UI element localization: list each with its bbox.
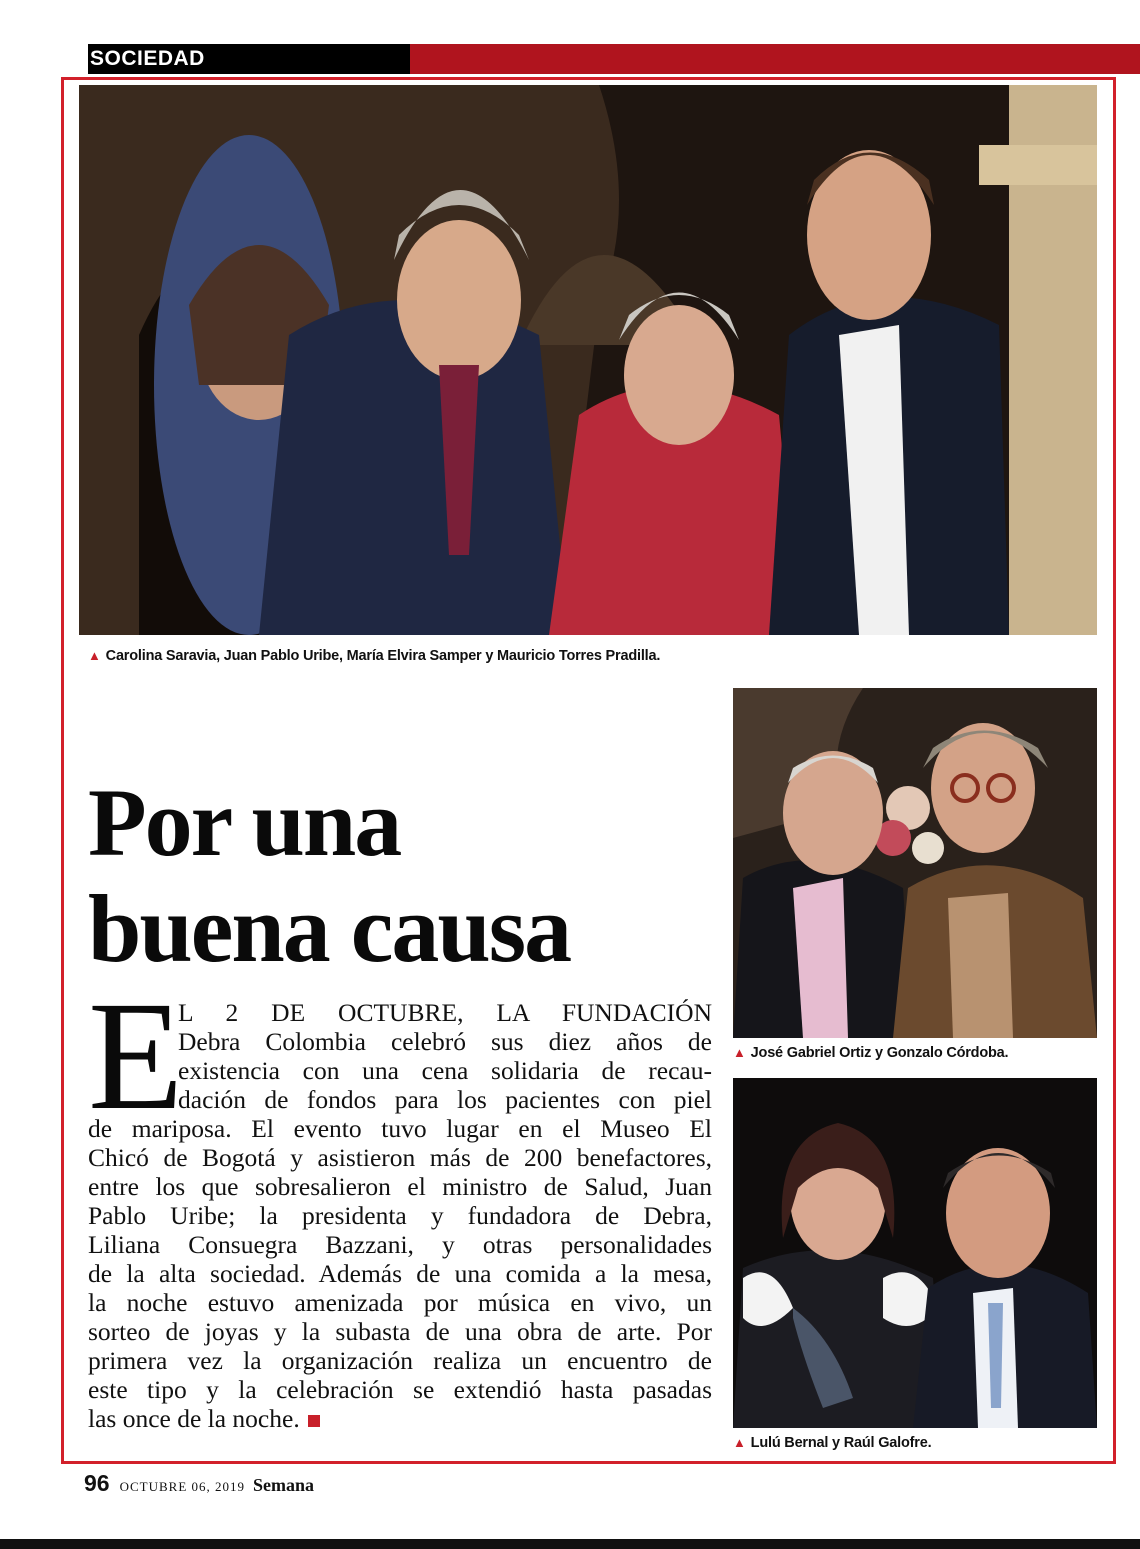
body-line: primera vez la organización realiza un encuentro de [88,1346,712,1375]
caption-triangle-icon: ▲ [733,1045,746,1060]
issue-date: OCTUBRE 06, 2019 [119,1479,246,1494]
magazine-name: Semana [253,1475,315,1495]
section-bar-red [410,44,1140,74]
right-bottom-caption: ▲ Lulú Bernal y Raúl Galofre. [733,1435,932,1451]
page-folio [84,1468,314,1498]
scan-edge-band [0,1539,1140,1549]
caption-triangle-icon: ▲ [733,1435,746,1450]
end-mark-icon [308,1415,320,1427]
body-line-last: las once de la noche. [88,1404,320,1433]
caption-triangle-icon: ▲ [88,648,101,663]
right-bottom-photo [733,1078,1097,1428]
body-line: Debra Colombia celebró sus diez años de [178,1027,712,1056]
body-line: Liliana Consuegra Bazzani, y otras personalidades [88,1230,712,1259]
drop-cap: E [88,969,184,1142]
body-line: L 2 DE OCTUBRE, LA FUNDACIÓN [178,998,712,1027]
headline-line-2: buena causa [88,875,571,982]
headline-line-1: Por una [88,769,401,876]
headline [88,770,708,982]
body-line: Chicó de Bogotá y asistieron más de 200 benefactores, [88,1143,712,1172]
main-group-photo [79,85,1097,635]
section-label: SOCIEDAD [90,47,205,70]
body-line: la noche estuvo amenizada por música en vivo, un [88,1288,712,1317]
body-line: Pablo Uribe; la presidenta y fundadora de Debra, [88,1201,712,1230]
main-photo-caption: ▲ Carolina Saravia, Juan Pablo Uribe, María Elvira Samper y Mauricio Torres Pradilla. [88,648,661,664]
body-line: de mariposa. El evento tuvo lugar en el Museo El [88,1114,712,1143]
page-number: 96 [84,1470,110,1496]
right-top-caption: ▲ José Gabriel Ortiz y Gonzalo Córdoba. [733,1045,1009,1061]
body-line: existencia con una cena solidaria de recau- [178,1056,712,1085]
body-line: dación de fondos para los pacientes con piel [178,1085,712,1114]
body-line: de la alta sociedad. Además de una comida a la mesa, [88,1259,712,1288]
body-line: sorteo de joyas y la subasta de una obra de arte. Por [88,1317,712,1346]
body-line: este tipo y la celebración se extendió hasta pasadas [88,1375,712,1404]
right-top-photo [733,688,1097,1038]
body-line: entre los que sobresalieron el ministro de Salud, Juan [88,1172,712,1201]
